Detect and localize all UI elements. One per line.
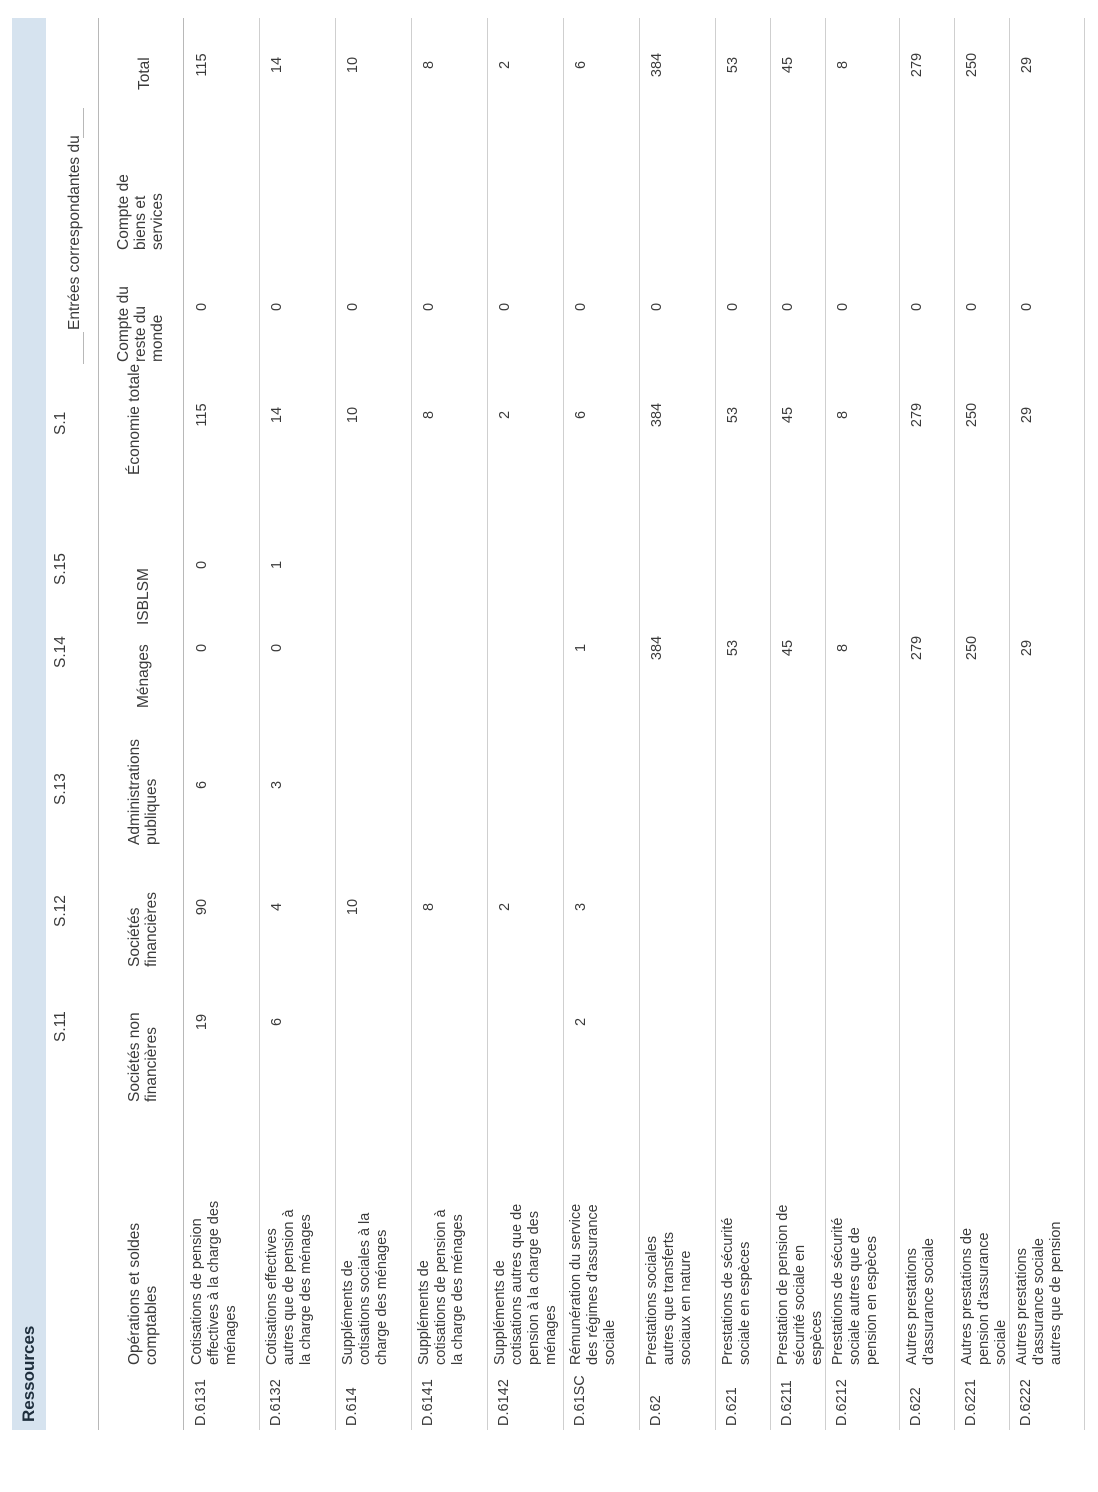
cell-s14: 8: [835, 643, 851, 653]
row-label: Prestation de pension de sécurité sociale en espèces: [775, 1204, 825, 1365]
corresponding-entries-label: Entrées correspondantes du: [66, 135, 83, 330]
row-label: Prestations de sécurité sociale autres que de pension en espèces: [830, 1217, 880, 1365]
cell-total: 53: [725, 56, 741, 74]
cell-s14: 29: [1019, 639, 1035, 657]
cell-s12: 8: [421, 902, 437, 912]
cell-s14: 0: [194, 643, 210, 653]
cell-s1: 279: [909, 402, 925, 428]
cell-total: 29: [1019, 56, 1035, 74]
row-code: D.614: [344, 1387, 360, 1426]
row-label: Cotisations de pension effectives à la charge des ménages: [189, 1200, 239, 1365]
row-label: Suppléments de cotisations de pension à la charge des ménages: [416, 1209, 466, 1365]
cell-total: 8: [835, 60, 851, 70]
cell-total: 8: [421, 60, 437, 70]
sector-name-s11: Sociétés non financières: [126, 1012, 160, 1102]
row-separator: [770, 18, 771, 1430]
cell-total: 384: [649, 52, 665, 78]
section-header-band: [12, 18, 46, 1430]
cell-rdm: 0: [835, 302, 851, 312]
cell-s13: 6: [194, 780, 210, 790]
row-code: D.6211: [779, 1380, 795, 1426]
cell-s14: 53: [725, 639, 741, 657]
row-separator: [639, 18, 640, 1430]
rest-of-world-label: Compte du reste du monde: [115, 286, 166, 362]
cell-s14: 384: [649, 635, 665, 661]
cell-total: 6: [573, 60, 589, 70]
corresponding-entries-rule: [83, 332, 84, 364]
row-code: D.6132: [268, 1379, 284, 1426]
cell-s1: 14: [269, 406, 285, 424]
row-code: D.6221: [963, 1379, 979, 1426]
cell-total: 14: [269, 56, 285, 74]
sector-name-s14: Ménages: [135, 644, 152, 708]
cell-s11: 6: [269, 1017, 285, 1027]
cell-s12: 90: [194, 898, 210, 916]
cell-total: 250: [964, 52, 980, 78]
cell-s1: 45: [780, 406, 796, 424]
row-separator: [899, 18, 900, 1430]
row-label: Prestations sociales autres que transferts sociaux en nature: [644, 1232, 694, 1365]
cell-s1: 53: [725, 406, 741, 424]
row-code: D.6222: [1018, 1379, 1034, 1426]
sector-code-s13: S.13: [52, 773, 69, 805]
sector-name-s15: ISBLSM: [135, 568, 152, 625]
row-separator: [1009, 18, 1010, 1430]
sector-code-s15: S.15: [52, 553, 69, 585]
cell-total: 45: [780, 56, 796, 74]
cell-s13: 3: [269, 780, 285, 790]
row-separator: [411, 18, 412, 1430]
sector-name-s12: Sociétés financières: [126, 892, 160, 967]
cell-rdm: 0: [1019, 302, 1035, 312]
sector-code-s1: S.1: [52, 411, 69, 435]
cell-rdm: 0: [269, 302, 285, 312]
row-code: D.6141: [420, 1379, 436, 1426]
cell-s14: 1: [573, 643, 589, 653]
cell-s14: 279: [909, 635, 925, 661]
section-title: Ressources: [19, 1325, 38, 1422]
cell-rdm: 0: [725, 302, 741, 312]
row-label: Prestations de sécurité sociale en espèces: [720, 1217, 753, 1365]
row-code: D.6131: [193, 1379, 209, 1426]
row-label: Suppléments de cotisations sociales à la charge des ménages: [340, 1212, 390, 1365]
cell-s11: 19: [194, 1013, 210, 1031]
cell-s1: 10: [345, 406, 361, 424]
cell-s12: 4: [269, 902, 285, 912]
row-code: D.6212: [834, 1379, 850, 1426]
rotated-table: [0, 30, 1098, 1430]
row-label: Rémunération du service des régimes d'assurance sociale: [568, 1203, 618, 1365]
cell-s14: 250: [964, 635, 980, 661]
operations-label: Opérations et soldes comptables: [126, 1222, 160, 1365]
cell-rdm: 0: [649, 302, 665, 312]
cell-s1: 2: [497, 410, 513, 420]
sector-name-s13: Administrations publiques: [126, 739, 160, 845]
row-separator: [825, 18, 826, 1430]
cell-s1: 250: [964, 402, 980, 428]
cell-total: 115: [194, 53, 210, 77]
row-label: Autres prestations d'assurance sociale autres que de pension: [1014, 1221, 1064, 1365]
cell-total: 279: [909, 52, 925, 78]
row-separator: [954, 18, 955, 1430]
cell-s11: 2: [573, 1017, 589, 1027]
cell-s15: 0: [194, 560, 210, 570]
cell-total: 2: [497, 60, 513, 70]
row-code: D.6142: [496, 1379, 512, 1426]
total-label: Total: [136, 57, 153, 90]
cell-rdm: 0: [780, 302, 796, 312]
sector-code-s14: S.14: [52, 636, 69, 668]
cell-rdm: 0: [345, 302, 361, 312]
cell-rdm: 0: [421, 302, 437, 312]
row-separator: [335, 18, 336, 1430]
row-label: Autres prestations d'assurance sociale: [904, 1238, 937, 1365]
row-code: D.622: [908, 1387, 924, 1426]
row-separator: [715, 18, 716, 1430]
row-separator: [487, 18, 488, 1430]
sector-code-s11: S.11: [52, 1011, 69, 1042]
row-label: Cotisations effectives autres que de pension à la charge des ménages: [264, 1209, 314, 1365]
row-label: Suppléments de cotisations autres que de pension à la charge des ménages: [492, 1203, 559, 1365]
row-code: D.621: [724, 1387, 740, 1426]
row-separator: [259, 18, 260, 1430]
cell-s1: 115: [194, 403, 210, 427]
cell-s1: 8: [421, 410, 437, 420]
cell-s1: 8: [835, 410, 851, 420]
cell-total: 10: [345, 56, 361, 74]
sector-code-s12: S.12: [52, 895, 69, 927]
row-separator: [1084, 18, 1085, 1430]
cell-s15: 1: [269, 560, 285, 570]
cell-rdm: 0: [909, 302, 925, 312]
row-code: D.61SC: [572, 1375, 588, 1426]
row-label: Autres prestations de pension d'assurance sociale: [959, 1227, 1009, 1365]
sector-name-s1: Économie totale: [126, 363, 143, 475]
cell-rdm: 0: [497, 302, 513, 312]
cell-s12: 10: [345, 898, 361, 916]
cell-s14: 0: [269, 643, 285, 653]
corresponding-entries-rule-2: [83, 108, 84, 138]
cell-s1: 29: [1019, 406, 1035, 424]
cell-rdm: 0: [964, 302, 980, 312]
goods-services-label: Compte de biens et services: [115, 174, 166, 250]
header-rule: [98, 18, 99, 1430]
header-bottom-rule: [183, 18, 184, 1430]
cell-rdm: 0: [194, 302, 210, 312]
row-separator: [563, 18, 564, 1430]
cell-s1: 6: [573, 410, 589, 420]
cell-s12: 2: [497, 902, 513, 912]
cell-s14: 45: [780, 639, 796, 657]
row-code: D.62: [648, 1395, 664, 1426]
cell-rdm: 0: [573, 302, 589, 312]
cell-s12: 3: [573, 902, 589, 912]
cell-s1: 384: [649, 402, 665, 428]
